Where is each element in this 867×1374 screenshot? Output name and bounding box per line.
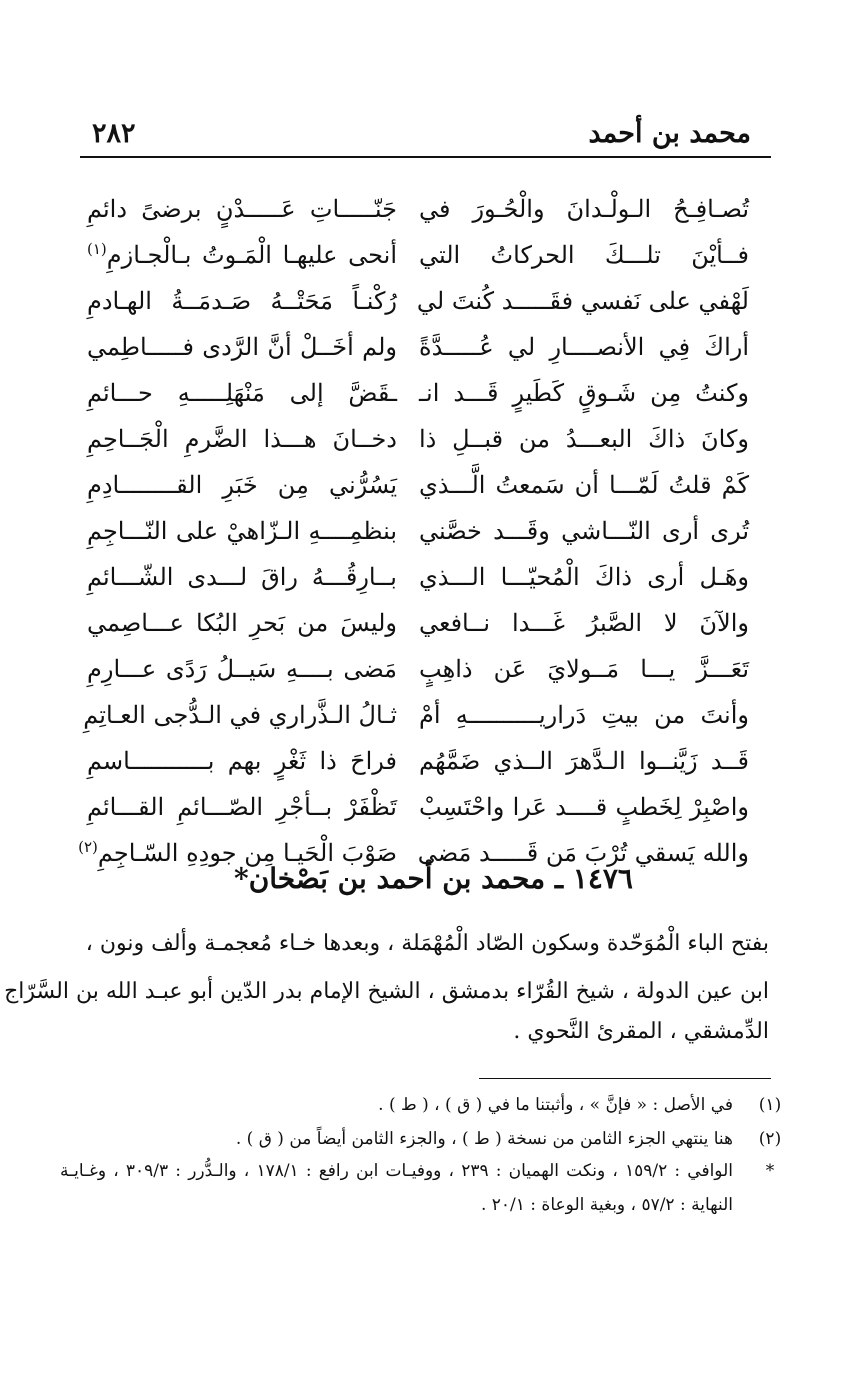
verse-second-hemistich: بــارِقُـــهُ راقَ لـــدى الشّـــائمِ bbox=[87, 563, 397, 591]
verse-line bbox=[67, 738, 867, 784]
verse-second-hemistich: ولم أخَــلْ أنَّ الرَّدى فـــــاطِمي bbox=[87, 333, 397, 361]
verse-second-hemistich: وليسَ من بَحرِ البُكا عـــاصِمي bbox=[87, 609, 397, 637]
verse-first-hemistich: كَمْ قلتُ لَمّـــا أن سَمعتُ الَّـــذي bbox=[419, 471, 749, 499]
verse-first-hemistich: وأنتَ من بيتِ دَراريــــــــــهِ أمْ bbox=[419, 701, 749, 729]
verse-text: صَوْبَ الْحَيـا مِن جودِهِ السّـاجِمِ bbox=[97, 839, 397, 867]
verse-line bbox=[67, 416, 867, 462]
verse-line bbox=[67, 324, 867, 370]
entry-body-line: بفتح الباء الْمُوَحّدة وسكون الصّاد الْمُهْمَلة ، وبعدها خـاء مُعجمـة وألف ونون ، bbox=[85, 931, 769, 956]
verse-first-hemistich: واصْبِرْ لِخَطبٍ قــــد عَرا واحْتَسِبْ bbox=[419, 793, 749, 821]
verse-line bbox=[67, 554, 867, 600]
entry-heading: ١٤٧٦ ـ محمد بن أحمد بن بَصْخان* bbox=[234, 862, 633, 895]
verse-first-hemistich: وكنتُ مِن شَـوقٍ كَطَيرٍ قَـــد انـ bbox=[419, 379, 749, 407]
footnote-asterisk: * bbox=[765, 1161, 775, 1181]
verse-line bbox=[67, 232, 867, 278]
verse-first-hemistich: أراكَ فِي الأنصــــارِ لي عُـــــدَّةً bbox=[419, 333, 749, 361]
verse-line bbox=[67, 462, 867, 508]
header-rule bbox=[80, 156, 771, 158]
verse-line bbox=[67, 600, 867, 646]
verse-second-hemistich: جَنّـــــاتِ عَـــــدْنٍ برضىً دائمِ bbox=[87, 195, 397, 223]
verse-first-hemistich: وهَـل أرى ذاكَ الْمُحيّـــا الـــذي bbox=[419, 563, 749, 591]
verse-second-hemistich: دخــانَ هـــذا الضَّرمِ الْجَــاحِمِ bbox=[87, 425, 397, 453]
footnote-text: في الأصل : « فإنَّ » ، وأثبتنا ما في ( ق ) ، ( ط ) . bbox=[378, 1095, 733, 1115]
footnote-number: (٢) bbox=[758, 1129, 782, 1149]
footnote-number: (١) bbox=[758, 1095, 782, 1115]
verse-second-hemistich: تَظْفَرْ بــأجْرِ الصّـــائمِ القـــائمِ bbox=[87, 793, 397, 821]
verse-second-hemistich: مَضى بــــهِ سَيــلُ رَدًى عـــارِمِ bbox=[87, 655, 397, 683]
verse-first-hemistich: تُصـافِـحُ الـولْـدانَ والْحُـورَ في bbox=[419, 195, 749, 223]
verse-second-hemistich: فراحَ ذا ثَغْرٍ بهم بـــــــــــاسمِ bbox=[87, 747, 397, 775]
verse-second-hemistich bbox=[87, 232, 397, 278]
verse-first-hemistich: فــأيْنَ تلـــكَ الحركاتُ التي bbox=[419, 241, 749, 269]
footnote-marker: (٢) bbox=[78, 838, 98, 856]
verse-first-hemistich: لَهْفي على نَفسي فقَـــــد كُنتَ لي bbox=[416, 287, 749, 315]
verse-second-hemistich: رُكْنـاً مَحَتْــهُ صَـدمَــةُ الهـادمِ bbox=[87, 287, 397, 315]
verse-line bbox=[67, 508, 867, 554]
verse-first-hemistich: تُرى أرى النّـــاشي وقَـــد خصَّني bbox=[419, 517, 749, 545]
verse-line bbox=[67, 692, 867, 738]
verse-first-hemistich: تَعَـــزَّ يـــا مَــولايَ عَن ذاهِبٍ bbox=[419, 655, 749, 683]
verse-first-hemistich: والله يَسقي تُرْبَ مَن قَـــــد مَضى bbox=[417, 839, 749, 867]
footnote-text: الوافي : ١٥٩/٢ ، ونكت الهميان : ٢٣٩ ، ووفيـات ابن رافع : ١٧٨/١ ، والـدُّرر : ٣٠٩/٣ ، وغـايـة bbox=[60, 1161, 733, 1181]
verse-line bbox=[67, 646, 867, 692]
verse-second-hemistich: ـقَضَّ إلى مَنْهَلِـــــهِ حـــائمِ bbox=[87, 379, 397, 407]
verse-line bbox=[67, 784, 867, 830]
footnote-text: النهاية : ٥٧/٢ ، وبغية الوعاة : ٢٠/١ . bbox=[480, 1195, 733, 1215]
verse-first-hemistich: قَــد زَيَّنــوا الـدَّهرَ الــذي ضَمَّهُم bbox=[419, 747, 749, 775]
verse-second-hemistich: ثـالُ الـذَّراري في الـدُّجى العـاتِمِ bbox=[83, 701, 397, 729]
verse-second-hemistich: بنظمِــــهِ الـزّاهيْ على النّـــاجِمِ bbox=[87, 517, 397, 545]
footnote-marker: (١) bbox=[87, 240, 107, 258]
footnote-rule bbox=[479, 1078, 771, 1079]
verse-line bbox=[67, 370, 867, 416]
verse-first-hemistich: والآنَ لا الصَّبرُ غَـــدا نــافعي bbox=[419, 609, 749, 637]
verse-second-hemistich: يَسُرُّني مِن خَبَرِ القــــــــادِمِ bbox=[87, 471, 397, 499]
entry-body-line: ابن عين الدولة ، شيخ القُرّاء بدمشق ، الشيخ الإمام بدر الدّين أبو عبـد الله بن السَّرّاج bbox=[4, 979, 769, 1004]
entry-body-line: الدِّمشقي ، المقرئ النَّحوي . bbox=[513, 1019, 769, 1044]
verse-text: أنحى عليهـا الْمَـوتُ بـالْجـازمِ bbox=[106, 241, 397, 269]
verse-line bbox=[67, 186, 867, 232]
footnote-text: هنا ينتهي الجزء الثامن من نسخة ( ط ) ، والجزء الثامن أيضاً من ( ق ) . bbox=[235, 1129, 733, 1149]
verse-line bbox=[67, 278, 867, 324]
running-header-title: محمد بن أحمد bbox=[588, 118, 751, 149]
page-number: ٢٨٢ bbox=[92, 118, 136, 149]
verse-first-hemistich: وكانَ ذاكَ البعـــدُ من قبــلِ ذا bbox=[419, 425, 749, 453]
